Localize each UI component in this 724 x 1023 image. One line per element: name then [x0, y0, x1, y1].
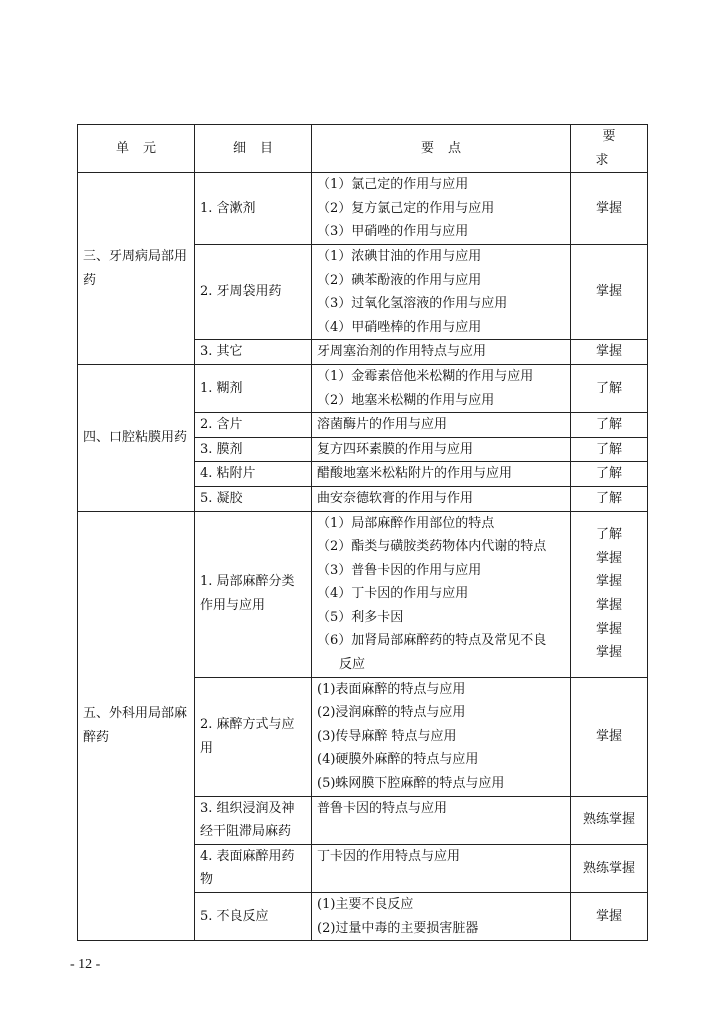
- requirement-cell: 了解: [571, 486, 648, 511]
- point-line: 复方四环素膜的作用与应用: [317, 441, 474, 457]
- item-cell: 1. 含漱剂: [195, 173, 312, 245]
- point-line: （3）过氧化氢溶液的作用与应用: [317, 296, 508, 312]
- point-line: （6）加肾局部麻醉药的特点及常见不良: [317, 633, 547, 649]
- point-line: （5）利多卡因: [317, 609, 404, 625]
- item-cell: 2. 含片: [195, 413, 312, 438]
- point-line: (1)主要不良反应: [317, 897, 414, 912]
- item-cell: 3. 组织浸润及神经干阻滞局麻药: [195, 796, 312, 844]
- point-line: 牙周塞治剂的作用特点与应用: [317, 344, 487, 360]
- points-cell: [312, 244, 571, 339]
- points-cell: [312, 677, 571, 796]
- points-cell: [312, 844, 571, 892]
- requirement-cell: 了解: [571, 364, 648, 412]
- requirement-cell: 了解: [571, 437, 648, 462]
- points-cell: [312, 437, 571, 462]
- item-cell: 5. 不良反应: [195, 893, 312, 941]
- requirement-line: 掌握: [595, 621, 622, 637]
- item-cell: 2. 牙周袋用药: [195, 244, 312, 339]
- syllabus-table: [77, 124, 648, 941]
- item-cell: 4. 表面麻醉用药物: [195, 844, 312, 892]
- point-line: 溶菌酶片的作用与应用: [317, 417, 448, 433]
- point-line: 醋酸地塞米松粘附片的作用与应用: [317, 466, 513, 482]
- point-line: （1）局部麻醉作用部位的特点: [317, 515, 495, 531]
- points-cell: [312, 413, 571, 438]
- requirement-cell: 了解: [571, 413, 648, 438]
- points-cell: [312, 893, 571, 941]
- point-line: （3）普鲁卡因的作用与应用: [317, 562, 482, 578]
- points-cell: [312, 796, 571, 844]
- item-cell: 5. 凝胶: [195, 486, 312, 511]
- point-line: （2）复方氯己定的作用与应用: [317, 200, 495, 216]
- item-cell: 3. 其它: [195, 340, 312, 365]
- point-line: （4）丁卡因的作用与应用: [317, 586, 469, 602]
- point-line: 曲安奈德软膏的作用与作用: [317, 490, 474, 506]
- requirement-cell: 掌握: [571, 244, 648, 339]
- item-cell: 4. 粘附片: [195, 462, 312, 487]
- points-cell: [312, 486, 571, 511]
- table-row: [78, 511, 648, 677]
- point-line: (5)蛛网膜下腔麻醉的特点与应用: [317, 776, 505, 792]
- unit-cell: 三、牙周病局部用药: [78, 173, 195, 365]
- points-cell: [312, 462, 571, 487]
- point-line: 丁卡因的作用特点与应用: [317, 848, 461, 864]
- header-unit: 单元: [78, 125, 195, 173]
- requirement-cell: 掌握: [571, 340, 648, 365]
- points-cell: [312, 511, 571, 677]
- requirement-line: 掌握: [595, 598, 622, 614]
- requirement-cell: 掌握: [571, 173, 648, 245]
- point-line: （2）碘苯酚液的作用与应用: [317, 272, 482, 288]
- table-row: [78, 173, 648, 245]
- point-line: （2）酯类与磺胺类药物体内代谢的特点: [317, 539, 547, 555]
- point-line: （2）地塞米松糊的作用与应用: [317, 392, 495, 408]
- table-row: [78, 364, 648, 412]
- item-cell: 1. 局部麻醉分类作用与应用: [195, 511, 312, 677]
- point-line: 普鲁卡因的特点与应用: [317, 800, 448, 816]
- point-line: （3）甲硝唑的作用与应用: [317, 224, 469, 240]
- point-line: （1）金霉素倍他米松糊的作用与应用: [317, 368, 534, 384]
- item-cell: 1. 糊剂: [195, 364, 312, 412]
- unit-cell: 五、外科用局部麻醉药: [78, 511, 195, 941]
- point-line: （1）氯己定的作用与应用: [317, 177, 469, 193]
- point-line: （4）甲硝唑棒的作用与应用: [317, 319, 482, 335]
- points-cell: [312, 340, 571, 365]
- requirement-line: 掌握: [595, 550, 622, 566]
- requirement-cell: [571, 511, 648, 677]
- points-cell: [312, 173, 571, 245]
- header-item: 细目: [195, 125, 312, 173]
- point-line-continuation: 反应: [339, 657, 366, 673]
- header-row: [78, 125, 648, 173]
- requirement-cell: 了解: [571, 462, 648, 487]
- requirement-line: 了解: [595, 527, 622, 543]
- header-points: 要点: [312, 125, 571, 173]
- requirement-line: 掌握: [595, 574, 622, 590]
- point-line: （1）浓碘甘油的作用与应用: [317, 248, 482, 264]
- requirement-cell: 掌握: [571, 893, 648, 941]
- point-line: (3)传导麻醉 特点与应用: [317, 728, 457, 744]
- point-line: (2)浸润麻醉的特点与应用: [317, 705, 466, 721]
- item-cell: 3. 膜剂: [195, 437, 312, 462]
- page-number: - 12 -: [70, 957, 101, 972]
- header-requirement: 要求: [571, 125, 648, 173]
- point-line: (1)表面麻醉的特点与应用: [317, 681, 466, 697]
- point-line: (2)过量中毒的主要损害脏器: [317, 920, 479, 936]
- requirement-cell: 熟练掌握: [571, 796, 648, 844]
- requirement-line: 掌握: [595, 645, 622, 661]
- item-cell: 2. 麻醉方式与应用: [195, 677, 312, 796]
- requirement-cell: 掌握: [571, 677, 648, 796]
- unit-cell: 四、口腔粘膜用药: [78, 364, 195, 511]
- points-cell: [312, 364, 571, 412]
- requirement-cell: 熟练掌握: [571, 844, 648, 892]
- point-line: (4)硬膜外麻醉的特点与应用: [317, 752, 479, 768]
